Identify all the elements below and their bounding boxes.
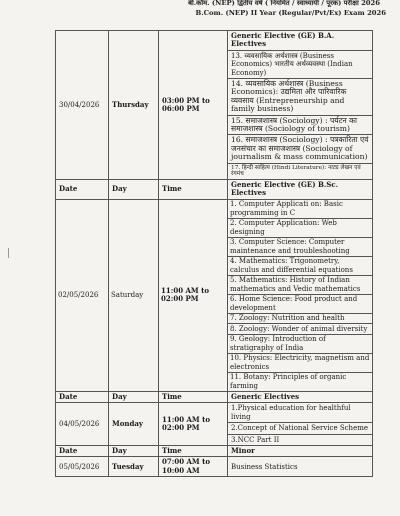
subject-cell: 14. व्यवसायिक अर्थशास्त्र (Business Economics): उद्यमिता और पारिवारिक व्यवसाय (Entrepreneurship and family business)	[228, 79, 373, 116]
time-cell: 07:00 AM to 10:00 AM	[159, 457, 228, 477]
col-day: Day	[109, 391, 159, 402]
subject-cell: 9. Geology: Introduction of stratigraphy of India	[228, 334, 373, 353]
column-header-row	[56, 445, 373, 456]
subject-cell: 17. हिन्दी साहित्य (Hindi Literature): नाट्य लेखन एवं रंगमंच	[228, 163, 373, 179]
column-header-row	[56, 391, 373, 402]
day-cell: Saturday	[109, 199, 159, 391]
header-hindi: बी.कॉम. (NEP) द्वितीय वर्ष ( नियमित / स्वाध्यायी / पूरक) परीक्षा 2026	[188, 0, 380, 7]
subject-cell: 1. Computer Applicati on: Basic programming in C	[228, 199, 373, 218]
page-header	[0, 0, 400, 22]
subject-cell: 7. Zoology: Nutrition and health	[228, 313, 373, 324]
table-row	[56, 199, 373, 218]
col-time: Time	[159, 179, 228, 199]
subject-cell: 6. Home Science: Food product and development	[228, 294, 373, 313]
time-cell: 11:00 AM to 02:00 PM	[159, 199, 228, 391]
column-header-row	[56, 179, 373, 199]
subject-cell: 11. Botany: Principles of organic farming	[228, 372, 373, 391]
subject-cell: 1.Physical education for healthful living	[228, 403, 373, 423]
subject-cell: 16. समाजशास्त्र (Sociology) : पत्रकारिता एवं जनसंचार का समाजशास्त्र (Sociology of journalism & mass communication)	[228, 135, 373, 163]
subject-cell: 15. समाजशास्त्र (Sociology) : पर्यटन का समाजशास्त्र (Sociology of tourism)	[228, 115, 373, 135]
subject-cell: 13. व्यवसायिक अर्थशास्त्र (Business Economics) भारतीय अर्थव्यवस्था (Indian Economy)	[228, 50, 373, 78]
section-heading: Minor	[228, 445, 373, 456]
col-date: Date	[56, 391, 109, 402]
day-cell: Thursday	[109, 31, 159, 180]
section-heading: Generic Elective (GE) B.Sc. Electives	[228, 179, 373, 199]
subject-cell: 5. Mathematics: History of Indian mathematics and Vedic mathematics	[228, 275, 373, 294]
col-time: Time	[159, 445, 228, 456]
subject-cell: 8. Zoology: Wonder of animal diversity	[228, 324, 373, 335]
subject-cell: 4. Mathematics: Trigonometry, calculus and differential equations	[228, 256, 373, 275]
subject-cell: 2. Computer Application: Web designing	[228, 218, 373, 237]
exam-schedule-table	[55, 30, 373, 477]
subject-cell: 3.NCC Part II	[228, 434, 373, 445]
section-heading: Generic Electives	[228, 391, 373, 402]
date-cell: 05/05/2026	[56, 457, 109, 477]
margin-mark	[8, 248, 9, 258]
date-cell: 04/05/2026	[56, 403, 109, 446]
day-cell: Tuesday	[109, 457, 159, 477]
day-cell: Monday	[109, 403, 159, 446]
section-heading: Generic Elective (GE) B.A. Electives	[228, 31, 373, 51]
col-day: Day	[109, 179, 159, 199]
subject-cell: 2.Concept of National Service Scheme	[228, 423, 373, 434]
header-english: B.Com. (NEP) II Year (Regular/Pvt/Ex) Exam 2026	[195, 9, 386, 17]
table-row	[56, 31, 373, 51]
subject-cell: Business Statistics	[228, 457, 373, 477]
date-cell: 30/04/2026	[56, 31, 109, 180]
time-cell: 11:00 AM to 02:00 PM	[159, 403, 228, 446]
date-cell: 02/05/2026	[56, 199, 109, 391]
time-cell: 03:00 PM to 06:00 PM	[159, 31, 228, 180]
subject-cell: 10. Physics: Electricity, magnetism and electronics	[228, 353, 373, 372]
col-date: Date	[56, 179, 109, 199]
table-row	[56, 457, 373, 477]
subject-cell: 3. Computer Science: Computer maintenance and troubleshooting	[228, 237, 373, 256]
table-row	[56, 403, 373, 423]
col-day: Day	[109, 445, 159, 456]
col-time: Time	[159, 391, 228, 402]
col-date: Date	[56, 445, 109, 456]
